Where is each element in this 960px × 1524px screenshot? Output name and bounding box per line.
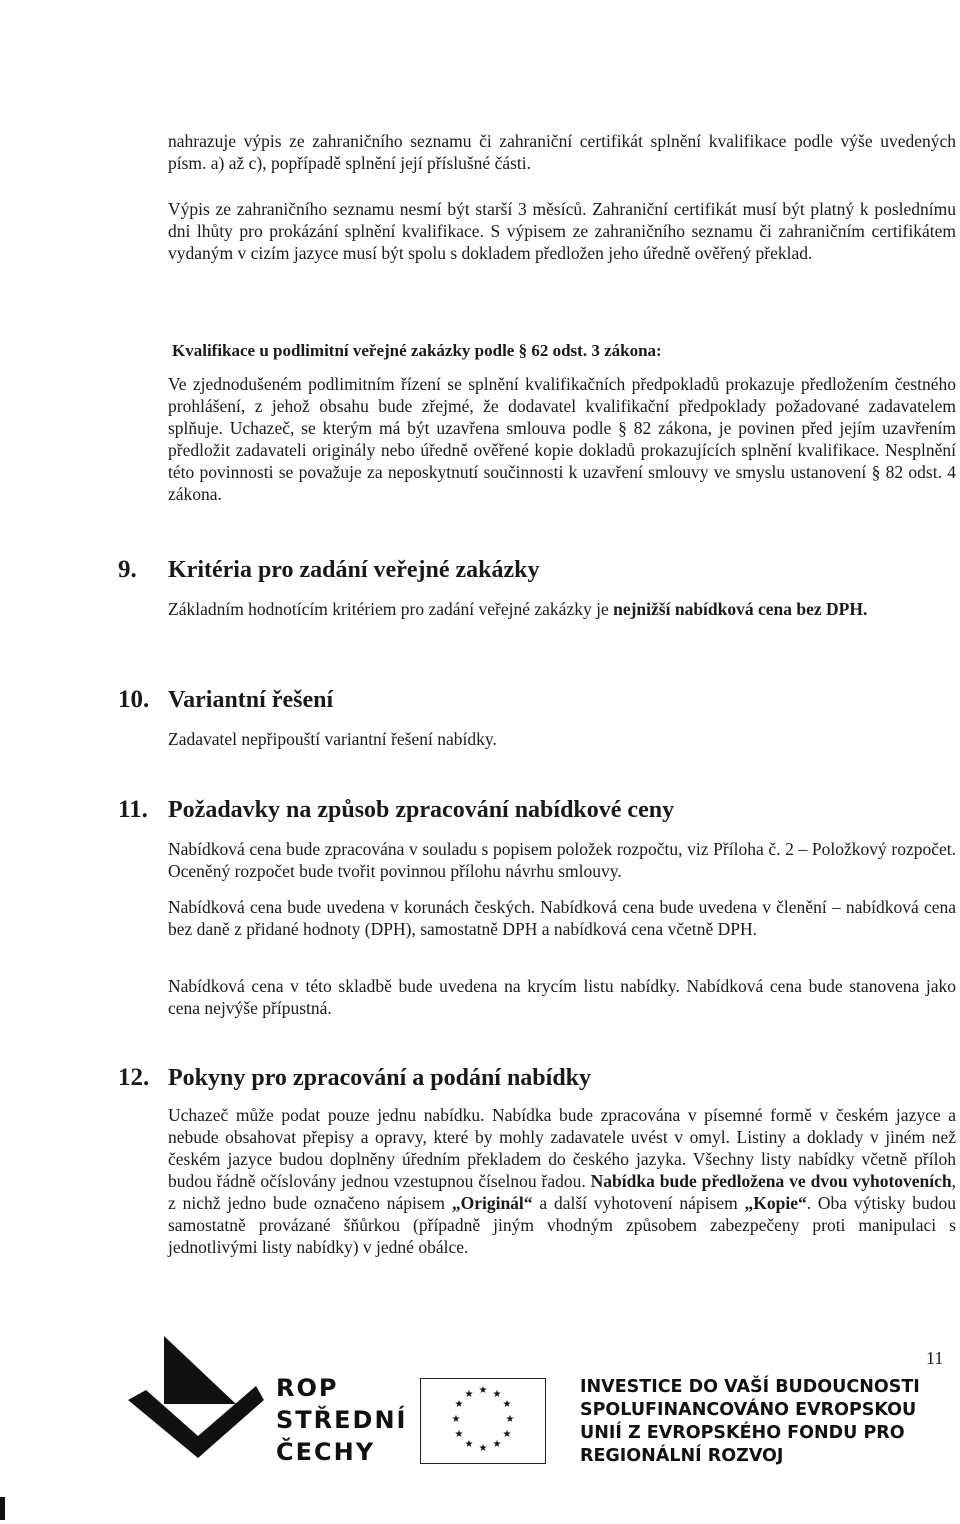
section-body [168,975,956,1019]
emphasis-text: „Kopie“ [744,1193,807,1213]
paragraph-foreign-list [168,130,956,174]
svg-text:★: ★ [464,1389,474,1400]
paragraph-text: Základním hodnotícím kritériem pro zadání veřejné zakázky je [168,599,614,619]
svg-text:★: ★ [478,1443,488,1454]
section-body [168,838,956,882]
section-body [168,896,956,940]
svg-text:★: ★ [454,1399,464,1410]
section-number: 11. [118,796,148,823]
section-title: Pokyny pro zpracování a podání nabídky [168,1065,592,1091]
emphasis-text: Nabídka bude předložena ve dvou vyhotoveních [590,1171,952,1191]
section-number: 12. [118,1064,150,1091]
svg-text:★: ★ [505,1414,515,1425]
rop-logo-text [276,1372,407,1468]
svg-text:★: ★ [464,1439,474,1450]
svg-text:★: ★ [478,1385,488,1396]
section-number: 9. [118,556,137,583]
section-body [168,598,956,620]
paragraph-text: nahrazuje výpis ze zahraničního seznamu či zahraniční certifikát splnění kvalifikace podle výše uvedených písm. a) až c), popřípadě splnění její příslušné části. [168,131,956,173]
section-title: Kritéria pro zadání veřejné zakázky [168,557,540,583]
subsection-body [168,373,956,505]
svg-text:★: ★ [492,1439,502,1450]
section-body [168,1104,956,1258]
svg-text:★: ★ [454,1429,464,1440]
paragraph-text: Uchazeč může podat pouze jednu nabídku. Nabídka bude zpracována v písemné formě v českém jazyce a nebude obsahovat přepisy a opravy, které by mohly zadavatele uvést v omyl. Listiny a doklady v jiném než českém jazyce budou doplněny úředním překladem do českého jazyka. Všechny listy nabídky včetně příloh budou řádně očíslovány jednou vzestupnou číselnou řadou. [168,1105,956,1191]
page-number: 11 [926,1348,944,1368]
slogan-line: UNIÍ Z EVROPSKÉHO FONDU PRO [580,1423,905,1443]
paragraph-validity [168,198,956,264]
section-number: 10. [118,686,150,713]
section-body [168,728,956,750]
paragraph-text: Nabídková cena bude zpracována v souladu s popisem položek rozpočtu, viz Příloha č. 2 – Položkový rozpočet. Oceněný rozpočet bude tvořit povinnou přílohu návrhu smlouvy. [168,839,956,881]
slogan-line: REGIONÁLNÍ ROZVOJ [580,1446,784,1466]
paragraph-text: Ve zjednodušeném podlimitním řízení se splnění kvalifikačních předpokladů prokazuje předložením čestného prohlášení, z jehož obsahu bude zřejmé, že dodavatel kvalifikační předpoklady požadované zadavatelem splňuje. Uchazeč, se kterým má být uzavřena smlouva podle § 82 zákona, je povinen před jejím uzavřením předložit zadavateli originály nebo úředně ověřené kopie dokladů prokazujících splnění kvalifikace. Nesplnění této povinnosti se považuje za neposkytnutí součinnosti k uzavření smlouvy ve smyslu ustanovení § 82 odst. 4 zákona. [168,374,956,504]
svg-text:★: ★ [451,1414,461,1425]
eu-slogan [580,1376,920,1468]
paragraph-text: , z nichž jedno bude označeno nápisem [168,1171,957,1213]
logo-line: ČECHY [276,1438,376,1466]
section-title: Variantní řešení [168,687,334,713]
logo-line: STŘEDNÍ [276,1406,408,1434]
svg-text:★: ★ [502,1399,512,1410]
scan-edge-mark [0,1497,5,1520]
slogan-line: SPOLUFINANCOVÁNO EVROPSKOU [580,1400,917,1420]
subsection-title: Kvalifikace u podlimitní veřejné zakázky podle § 62 odst. 3 zákona: [172,341,662,360]
slogan-line: INVESTICE DO VAŠÍ BUDOUCNOSTI [580,1377,920,1397]
rop-chevron-logo-icon [128,1336,268,1464]
section-title: Požadavky na způsob zpracování nabídkové ceny [168,797,675,823]
emphasis-text: „Originál“ [451,1193,533,1213]
emphasis-text: nejnižší nabídková cena bez DPH. [613,599,868,619]
logo-line: ROP [276,1374,339,1402]
paragraph-text: Nabídková cena v této skladbě bude uvedena na krycím listu nabídky. Nabídková cena bude stanovena jako cena nejvýše přípustná. [168,976,956,1018]
eu-stars-icon [421,1379,545,1463]
paragraph-text: a další vyhotovení nápisem [532,1193,745,1213]
paragraph-text: . Oba výtisky budou samostatně provázané šňůrkou (případně jiným vhodným způsobem zabezpečeny proti manipulaci s jednotlivými listy nabídky) v jedné obálce. [168,1193,956,1257]
paragraph-text: Nabídková cena bude uvedena v korunách českých. Nabídková cena bude uvedena v členění – nabídková cena bez daně z přidané hodnoty (DPH), samostatně DPH a nabídková cena včetně DPH. [168,897,956,939]
paragraph-text: Zadavatel nepřipouští variantní řešení nabídky. [168,729,497,749]
eu-flag [420,1378,546,1464]
svg-text:★: ★ [492,1389,502,1400]
svg-text:★: ★ [502,1429,512,1440]
paragraph-text: Výpis ze zahraničního seznamu nesmí být starší 3 měsíců. Zahraniční certifikát musí být platný k poslednímu dni lhůty pro prokázání splnění kvalifikace. S výpisem ze zahraničního seznamu či zahraničním certifikátem vydaným v cizím jazyce musí být spolu s dokladem předložen jeho úředně ověřený překlad. [168,199,956,263]
